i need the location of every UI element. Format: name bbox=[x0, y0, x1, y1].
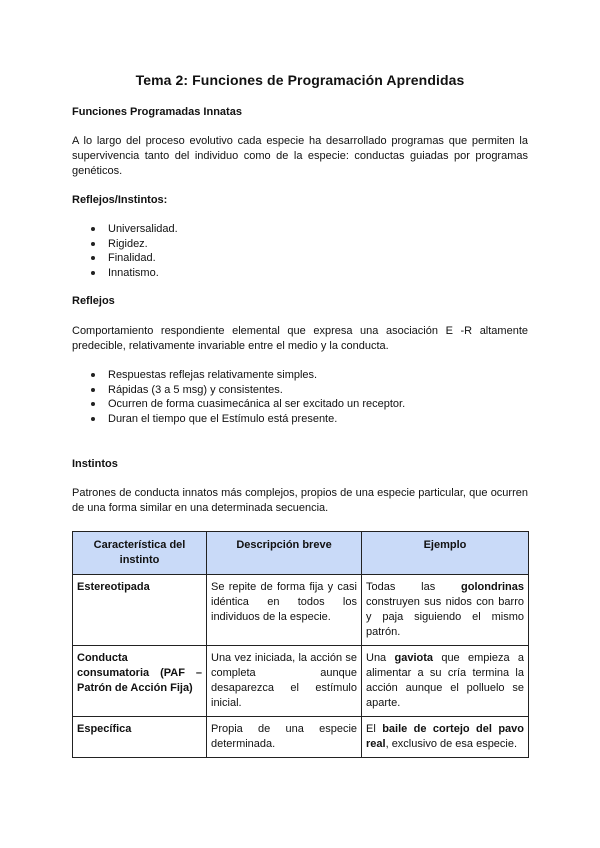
list-item: Rigidez. bbox=[72, 237, 528, 252]
table-header-cell: Característica del instinto bbox=[73, 532, 207, 575]
example-text: Una bbox=[366, 652, 395, 664]
instintos-table bbox=[72, 531, 529, 758]
example-text: El bbox=[366, 723, 383, 735]
example-highlight: golondrinas bbox=[461, 581, 524, 593]
section-heading-reflejos-instintos: Reflejos/Instintos: bbox=[72, 194, 168, 206]
list-item: Innatismo. bbox=[72, 266, 528, 281]
table-row bbox=[73, 646, 529, 717]
paragraph-funciones-innatas: A lo largo del proceso evolutivo cada especie ha desarrollado programas que permiten la supervivencia tanto del individuo como de la especie: conductas guiadas por programas genéticos. bbox=[72, 135, 528, 177]
paragraph-instintos: Patrones de conducta innatos más complejos, propios de una especie particular, que ocurren de una forma similar en una determinada secuencia. bbox=[72, 487, 528, 514]
table-header-row bbox=[73, 532, 529, 575]
list-item: Duran el tiempo que el Estímulo está presente. bbox=[72, 412, 528, 427]
example-text: Todas las bbox=[366, 581, 462, 593]
page-title: Tema 2: Funciones de Programación Aprendidas bbox=[135, 72, 465, 88]
example-text: construyen sus nidos con barro y paja siguiendo el mismo patrón. bbox=[366, 596, 524, 638]
table-cell-description: Una vez iniciada, la acción se completa aunque desaparezca el estímulo inicial. bbox=[207, 646, 362, 717]
example-highlight: baile de cortejo del pavo real bbox=[366, 723, 524, 750]
table-cell-feature: Conducta consumatoria (PAF – Patrón de Acción Fija) bbox=[73, 646, 207, 717]
list-item: Finalidad. bbox=[72, 251, 528, 266]
list-item: Ocurren de forma cuasimecánica al ser excitado un receptor. bbox=[72, 397, 528, 412]
section-heading-reflejos: Reflejos bbox=[72, 295, 115, 307]
table-cell-feature: Específica bbox=[73, 717, 207, 758]
list-item: Rápidas (3 a 5 msg) y consistentes. bbox=[72, 383, 528, 398]
table-cell-example bbox=[362, 717, 529, 758]
table-row bbox=[73, 575, 529, 646]
example-text: que empieza a alimentar a su cría termina la acción aunque el polluelo se aparte. bbox=[366, 652, 524, 709]
example-highlight: gaviota bbox=[394, 652, 434, 664]
paragraph-reflejos: Comportamiento respondiente elemental que expresa una asociación E -R altamente predecible, relativamente invariable entre el medio y la conducta. bbox=[72, 325, 528, 352]
section-heading-funciones-innatas: Funciones Programadas Innatas bbox=[72, 106, 242, 118]
table-row bbox=[73, 717, 529, 758]
table-header-cell: Descripción breve bbox=[207, 532, 362, 575]
list-reflejos bbox=[72, 368, 528, 426]
section-heading-instintos: Instintos bbox=[72, 458, 118, 470]
table-cell-description: Propia de una especie determinada. bbox=[207, 717, 362, 758]
table-cell-feature: Estereotipada bbox=[73, 575, 207, 646]
table-cell-description: Se repite de forma fija y casi idéntica en todos los individuos de la especie. bbox=[207, 575, 362, 646]
example-text: , exclusivo de esa especie. bbox=[385, 738, 518, 750]
table-cell-example bbox=[362, 646, 529, 717]
list-reflejos-instintos bbox=[72, 222, 528, 280]
table-cell-example bbox=[362, 575, 529, 646]
list-item: Universalidad. bbox=[72, 222, 528, 237]
list-item: Respuestas reflejas relativamente simples. bbox=[72, 368, 528, 383]
table-header-cell: Ejemplo bbox=[362, 532, 529, 575]
